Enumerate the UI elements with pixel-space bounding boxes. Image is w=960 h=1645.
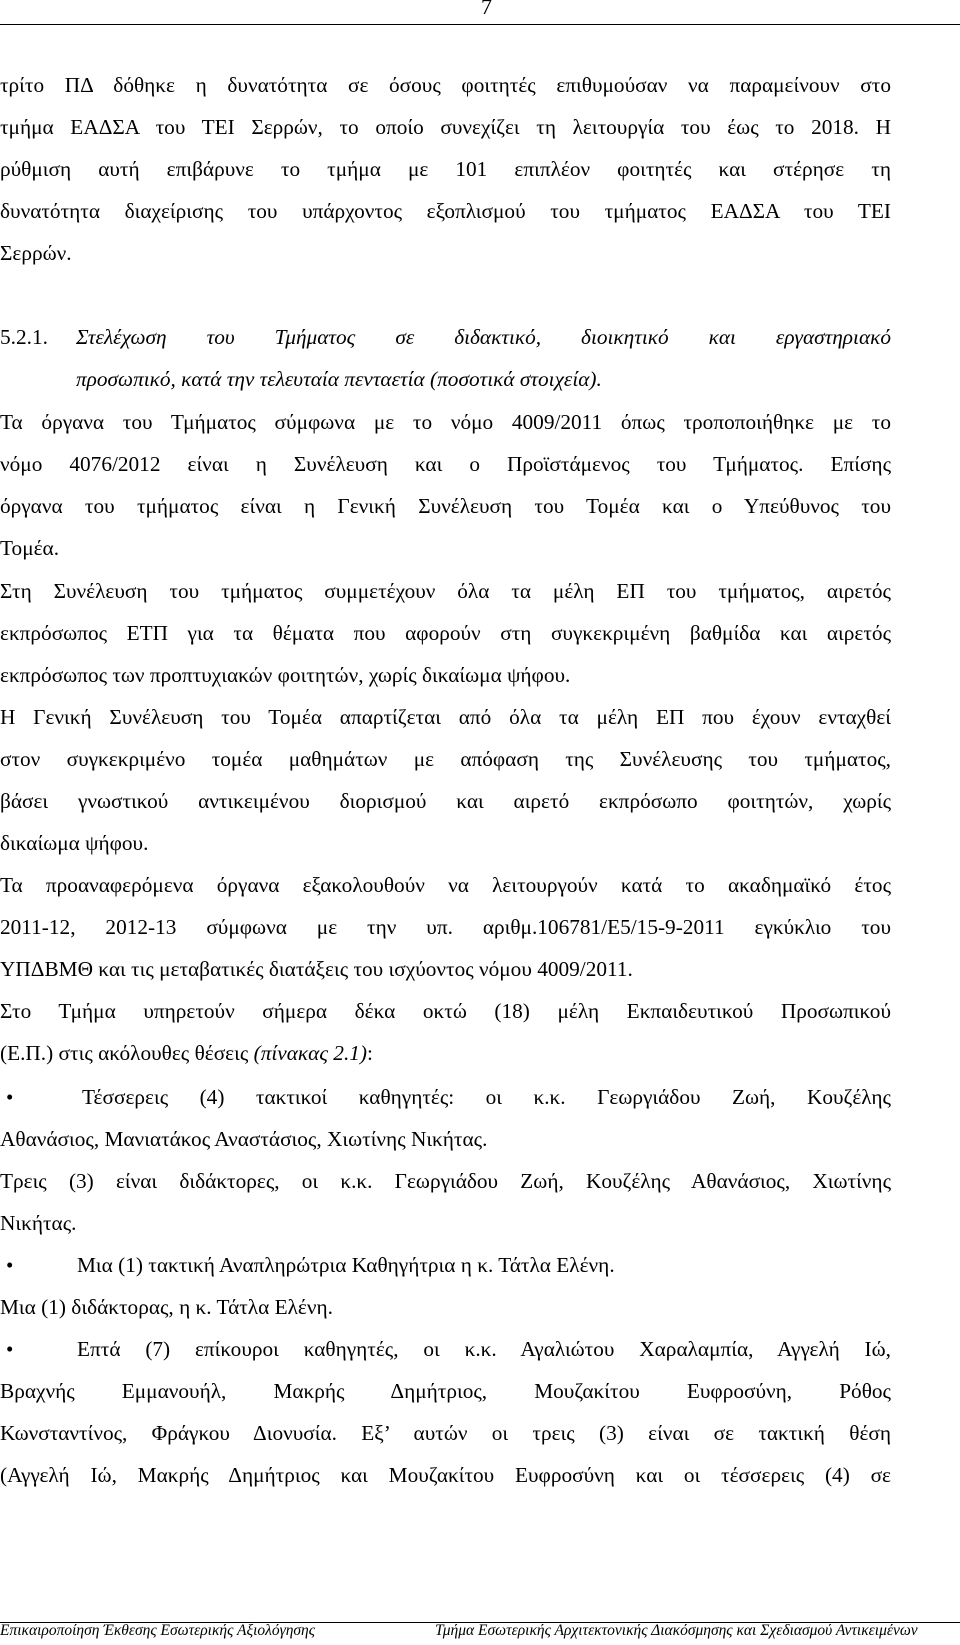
professors-line: Αθανάσιος, Μανιατάκος Αναστάσιος, Χιωτίνης Νικήτας.	[0, 1127, 488, 1151]
intro-line: τρίτο ΠΔ δόθηκε η δυνατότητα σε όσους φοιτητές επιθυμούσαν να παραμείνουν στο	[0, 73, 891, 97]
professors-doctors-line: Νικήτας.	[0, 1211, 77, 1235]
operation-line: Τα προαναφερόμενα όργανα εξακολουθούν να λειτουργούν κατά το ακαδημαϊκό έτος	[0, 873, 891, 897]
associate-line: Μια (1) τακτική Αναπληρώτρια Καθηγήτρια η κ. Τάτλα Ελένη.	[77, 1253, 615, 1277]
assistant-line: Επτά (7) επίκουροι καθηγητές, οι κ.κ. Αγαλιώτου Χαραλαμπία, Αγγελή Ιώ,	[77, 1337, 891, 1361]
professors-doctors-line: Τρεις (3) είναι διδάκτορες, οι κ.κ. Γεωργιάδου Ζωή, Κουζέλης Αθανάσιος, Χιωτίνης	[0, 1169, 891, 1193]
assembly-line: Στη Συνέλευση του τμήματος συμμετέχουν όλα τα μέλη ΕΠ του τμήματος, αιρετός	[0, 579, 891, 603]
professors-line: Τέσσερεις (4) τακτικοί καθηγητές: οι κ.κ. Γεωργιάδου Ζωή, Κουζέλης	[82, 1085, 891, 1109]
organs-line: Τομέα.	[0, 536, 60, 560]
operation-line: 2011-12, 2012-13 σύμφωνα με την υπ. αριθμ.106781/Ε5/15-9-2011 εγκύκλιο του	[0, 915, 891, 939]
section-number: 5.2.1.	[0, 325, 48, 349]
general-line: δικαίωμα ψήφου.	[0, 831, 149, 855]
section-title-continued: προσωπικό, κατά την τελευταία πενταετία (ποσοτικά στοιχεία).	[76, 367, 602, 391]
general-line: βάσει γνωστικού αντικειμένου διορισμού και αιρετό εκπρόσωπο φοιτητών, χωρίς	[0, 789, 891, 813]
footer-right: Τμήμα Εσωτερικής Αρχιτεκτονικής Διακόσμησης και Σχεδιασμού Αντικειμένων	[435, 1622, 918, 1639]
section-title: Στελέχωση του Τμήματος σε διδακτικό, διοικητικό και εργαστηριακό	[76, 325, 891, 349]
assistant-line: Βραχνής Εμμανουήλ, Μακρής Δημήτριος, Μουζακίτου Ευφροσύνη, Ρόθος	[0, 1379, 891, 1403]
page-number: 7	[481, 0, 492, 19]
staff-line: Στο Τμήμα υπηρετούν σήμερα δέκα οκτώ (18) μέλη Εκπαιδευτικού Προσωπικού	[0, 999, 891, 1023]
footer-left: Επικαιροποίηση Έκθεσης Εσωτερικής Αξιολόγησης	[0, 1622, 316, 1639]
assembly-line: εκπρόσωπος των προπτυχιακών φοιτητών, χωρίς δικαίωμα ψήφου.	[0, 663, 571, 687]
associate-doctors-line: Μια (1) διδάκτορας, η κ. Τάτλα Ελένη.	[0, 1295, 333, 1319]
staff-line	[0, 1041, 373, 1065]
organs-line: όργανα του τμήματος είναι η Γενική Συνέλευση του Τομέα και ο Υπεύθυνος του	[0, 494, 891, 518]
intro-line: Σερρών.	[0, 241, 72, 265]
intro-line: δυνατότητα διαχείρισης του υπάρχοντος εξοπλισμού του τμήματος ΕΑΔΣΑ του ΤΕΙ	[0, 199, 891, 223]
bullet-icon: •	[6, 1085, 14, 1109]
operation-line: ΥΠΔΒΜΘ και τις μεταβατικές διατάξεις του ισχύοντος νόμου 4009/2011.	[0, 957, 633, 981]
general-line: Η Γενική Συνέλευση του Τομέα απαρτίζεται από όλα τα μέλη ΕΠ που έχουν ενταχθεί	[0, 705, 891, 729]
general-line: στον συγκεκριμένο τομέα μαθημάτων με απόφαση της Συνέλευσης του τμήματος,	[0, 747, 891, 771]
intro-line: τμήμα ΕΑΔΣΑ του ΤΕΙ Σερρών, το οποίο συνεχίζει τη λειτουργία του έως το 2018. Η	[0, 115, 891, 139]
organs-line: νόμο 4076/2012 είναι η Συνέλευση και ο Προϊστάμενος του Τμήματος. Επίσης	[0, 452, 891, 476]
assembly-line: εκπρόσωπος ΕΤΠ για τα θέματα που αφορούν στη συγκεκριμένη βαθμίδα και αιρετός	[0, 621, 891, 645]
bullet-icon: •	[6, 1337, 14, 1361]
assistant-line: Κωνσταντίνος, Φράγκου Διονυσία. Εξ’ αυτών οι τρεις (3) είναι σε τακτική θέση	[0, 1421, 891, 1445]
organs-line: Τα όργανα του Τμήματος σύμφωνα με το νόμο 4009/2011 όπως τροποποιήθηκε με το	[0, 410, 891, 434]
assistant-line: (Αγγελή Ιώ, Μακρής Δημήτριος και Μουζακίτου Ευφροσύνη και οι τέσσερεις (4) σε	[0, 1463, 891, 1487]
staff-text: (Ε.Π.) στις ακόλουθες θέσεις	[0, 1041, 254, 1065]
table-reference: (πίνακας 2.1)	[253, 1041, 368, 1065]
header-rule	[0, 24, 960, 25]
staff-colon: :	[367, 1041, 373, 1065]
bullet-icon: •	[6, 1253, 14, 1277]
intro-line: ρύθμιση αυτή επιβάρυνε το τμήμα με 101 επιπλέον φοιτητές και στέρησε τη	[0, 157, 891, 181]
